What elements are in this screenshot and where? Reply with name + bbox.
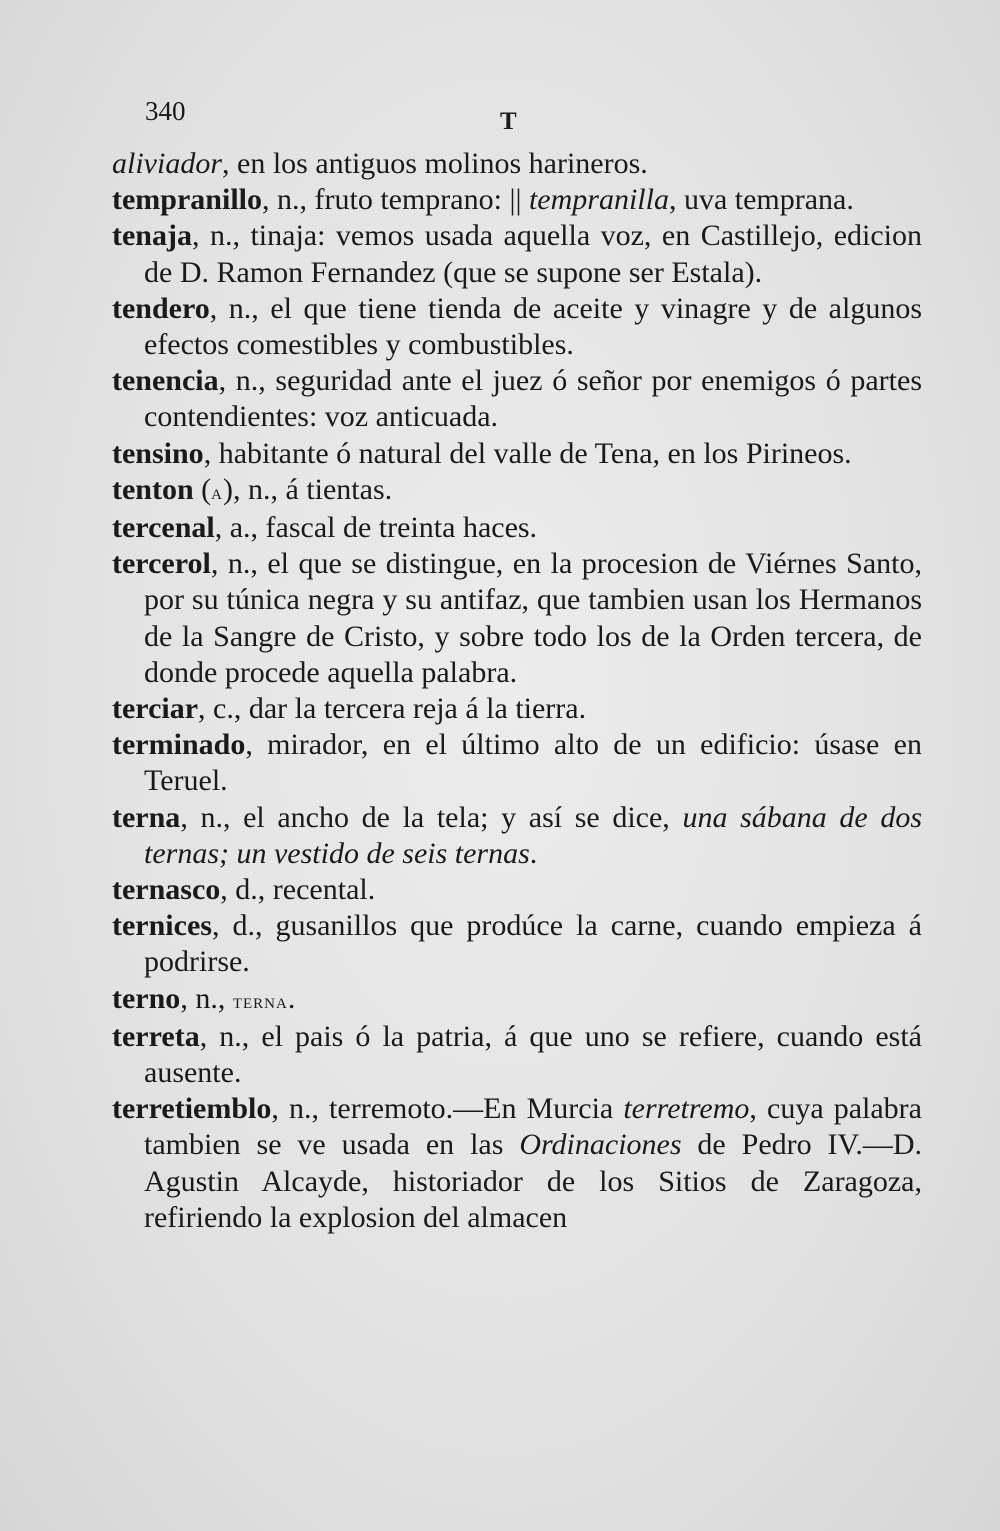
entry-text: , uva temprana. (668, 183, 854, 217)
headword: tenton (112, 472, 194, 506)
dictionary-entry (112, 1019, 922, 1091)
dictionary-entry (112, 727, 922, 799)
headword: terretiemblo (112, 1092, 272, 1126)
entry-text: , n., el pais ó la patria, á que uno se refiere, cuando está ausente. (144, 1019, 922, 1090)
entry-text: , cuya palabra tambien se ve usada en las (144, 1092, 922, 1162)
headword: terminado (112, 728, 246, 762)
dictionary-entry (112, 908, 922, 980)
entry-text: , n., tinaja: vemos usada aquella voz, en Castillejo, edicion de D. Ramon Fernandez (que se supone ser Estala). (144, 219, 922, 289)
dictionary-entry (112, 182, 922, 218)
entry-text: , d., recental. (220, 873, 376, 907)
headword: tempranillo (112, 183, 262, 217)
italic-text: Ordinaciones (519, 1128, 682, 1162)
headword: ternasco (112, 873, 221, 907)
entry-text: , d., gusanillos que prodúce la carne, cuando empieza á podrirse. (144, 909, 922, 979)
entry-text: , n., el que tiene tienda de aceite y vinagre y de algunos efectos comestibles y combustibles. (144, 291, 922, 362)
dictionary-entry (112, 510, 922, 546)
italic-text: una sábana de dos ternas; un vestido de seis ternas (144, 800, 922, 870)
headword: tercerol (112, 547, 211, 581)
entry-text: ), n., á tientas. (223, 472, 393, 506)
headword: ternices (112, 909, 212, 943)
dictionary-entry (112, 436, 922, 472)
entry-continuation (112, 146, 922, 182)
dictionary-entry (112, 872, 922, 908)
entry-text: ( (193, 472, 212, 506)
dictionary-entry (112, 981, 922, 1019)
dictionary-entries (112, 146, 922, 1236)
dictionary-entry (112, 472, 922, 510)
headword: tercenal (112, 511, 215, 545)
entry-text: , c., dar la tercera reja á la tierra. (198, 692, 587, 726)
entry-text: , n., terremoto.—En Murcia (271, 1092, 624, 1126)
entry-text: . (287, 981, 296, 1015)
entry-text: , n., fruto temprano: || (262, 183, 529, 217)
italic-text: aliviador (112, 147, 222, 180)
entry-text: , a., fascal de treinta haces. (214, 511, 538, 545)
entry-text: , n., (180, 981, 233, 1015)
headword: terreta (112, 1019, 200, 1053)
headword: tendero (112, 291, 210, 325)
entry-text: , en los antiguos molinos harineros. (222, 147, 648, 180)
page-number: 340 (145, 96, 186, 126)
entry-text: , n., el ancho de la tela; y así se dice, (180, 800, 683, 834)
entry-text: , habitante ó natural del valle de Tena, en los Pirineos. (203, 436, 852, 470)
headword: terno (112, 981, 181, 1015)
italic-text: tempranilla (528, 183, 669, 217)
dictionary-entry (112, 291, 922, 363)
entry-text: . (529, 836, 538, 870)
section-letter: T (500, 108, 517, 135)
dictionary-entry (112, 691, 922, 727)
headword: tensino (112, 436, 204, 470)
small-caps-text: terna (232, 987, 288, 1013)
headword: terna (112, 800, 181, 834)
dictionary-entry (112, 546, 922, 691)
italic-text: terretremo (623, 1092, 750, 1126)
entry-text: , mirador, en el último alto de un edificio: úsase en Teruel. (144, 728, 922, 798)
dictionary-entry (112, 218, 922, 290)
page-header (0, 96, 1000, 136)
headword: tenencia (112, 364, 219, 398)
small-caps-text: a (211, 478, 224, 504)
entry-text: , n., seguridad ante el juez ó señor por enemigos ó partes contendientes: voz anticuada. (144, 364, 922, 434)
headword: tenaja (112, 219, 192, 253)
headword: terciar (112, 692, 199, 726)
dictionary-entry (112, 1091, 922, 1236)
dictionary-entry (112, 800, 922, 872)
entry-text: de Pedro IV.—D. Agustin Alcayde, historiador de los Sitios de Zaragoza, refiriendo la explosion del almacen (144, 1128, 923, 1234)
entry-text: , n., el que se distingue, en la procesion de Viérnes Santo, por su túnica negra y su antifaz, que tambien usan los Hermanos de la Sangre de Cristo, y sobre todo los de la Orden tercera, de donde procede aquella palabra. (144, 547, 922, 689)
dictionary-entry (112, 363, 922, 435)
